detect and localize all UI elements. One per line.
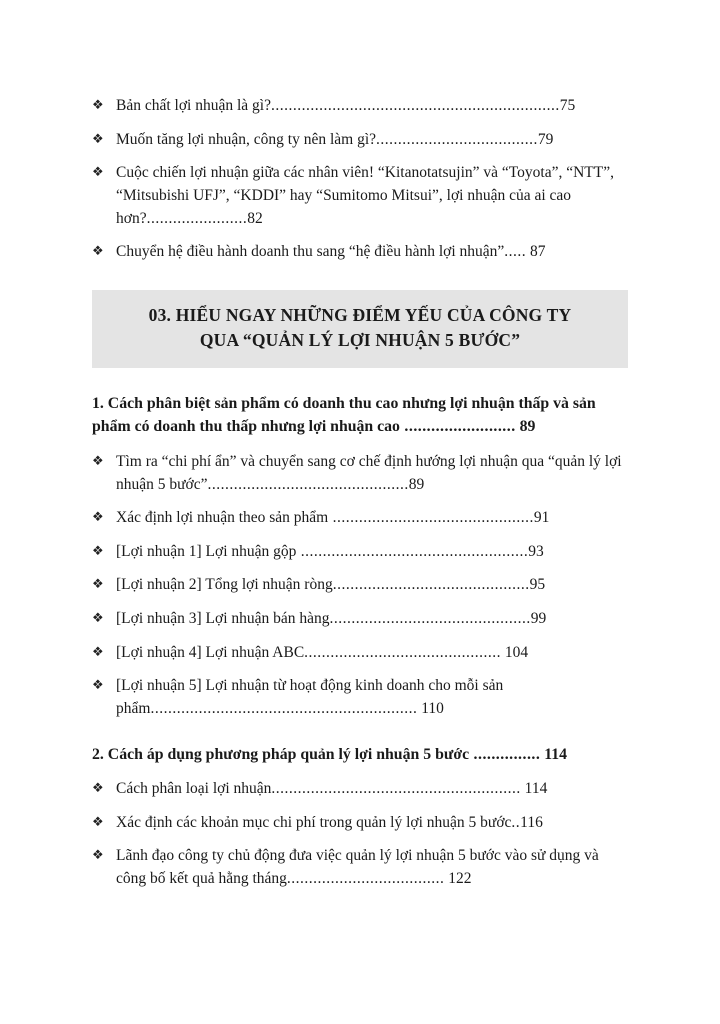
section-heading	[92, 290, 628, 368]
toc-entry-text: [Lợi nhuận 4] Lợi nhuận ABC............................................. 104	[116, 643, 529, 661]
toc-entry-text: Xác định các khoản mục chi phí trong quản lý lợi nhuận 5 bước..116	[116, 813, 543, 831]
diamond-bullet-icon: ❖	[92, 452, 104, 468]
toc-entry	[92, 129, 628, 152]
toc-entry	[92, 642, 628, 665]
leader-dots: .....	[504, 243, 527, 261]
toc-entry-text: [Lợi nhuận 2] Tổng lợi nhuận ròng.............................................95	[116, 576, 546, 594]
toc-entry-text: Chuyển hệ điều hành doanh thu sang “hệ điều hành lợi nhuận”..... 87	[116, 243, 546, 261]
leader-dots: .............................................................	[150, 699, 418, 717]
diamond-bullet-icon: ❖	[92, 164, 104, 180]
section-heading-line1: 03. HIỂU NGAY NHỮNG ĐIỂM YẾU CỦA CÔNG TY	[148, 304, 572, 325]
toc-entry-text: Lãnh đạo công ty chủ động đưa việc quản lý lợi nhuận 5 bước vào sử dụng và công bố kết quả hằng tháng.................................... 122	[116, 847, 599, 888]
page-number: 87	[530, 243, 546, 261]
diamond-bullet-icon: ❖	[92, 576, 104, 592]
toc-subsection-text: 1. Cách phân biệt sản phẩm có doanh thu cao nhưng lợi nhuận thấp và sản phẩm có doanh thu thấp nhưng lợi nhuận cao	[92, 394, 596, 436]
toc-entry	[92, 574, 628, 597]
toc-entry	[92, 675, 628, 720]
diamond-bullet-icon: ❖	[92, 780, 104, 796]
page-number: 114	[544, 745, 568, 763]
page-number: 89	[519, 418, 536, 436]
page-number: 114	[524, 780, 548, 798]
leader-dots: ...............	[469, 745, 541, 763]
toc-entry-text: Cuộc chiến lợi nhuận giữa các nhân viên! “Kitanotatsujin” và “Toyota”, “NTT”, “Mitsubishi UFJ”, “KDDI” hay “Sumitomo Mitsui”, lợi nhuận của ai cao hơn?.......................82	[116, 164, 614, 227]
diamond-bullet-icon: ❖	[92, 813, 104, 829]
leader-dots: .....................................	[376, 130, 538, 148]
toc-subsection-heading	[92, 392, 628, 439]
toc-entry-text: [Lợi nhuận 1] Lợi nhuận gộp ....................................................93	[116, 542, 544, 560]
toc-entry	[92, 95, 628, 118]
page-number: 95	[529, 576, 546, 594]
toc-entry	[92, 162, 628, 230]
toc-entry-text: Xác định lợi nhuận theo sản phẩm ..............................................91	[116, 509, 550, 527]
diamond-bullet-icon: ❖	[92, 509, 104, 525]
page-number: 104	[504, 643, 529, 661]
page-number: 75	[559, 97, 576, 114]
diamond-bullet-icon: ❖	[92, 610, 104, 625]
toc-entry-text: [Lợi nhuận 5] Lợi nhuận từ hoạt động kinh doanh cho mỗi sản phẩm............................................................. 110	[116, 677, 504, 717]
toc-entry	[92, 451, 628, 496]
diamond-bullet-icon: ❖	[92, 643, 104, 659]
toc-entry	[92, 778, 628, 801]
toc-entry-text: Tìm ra “chi phí ẩn” và chuyển sang cơ chế định hướng lợi nhuận qua “quản lý lợi nhuận 5 bước”..............................................89	[116, 452, 622, 493]
page-number: 116	[520, 813, 543, 831]
page-number: 99	[530, 610, 547, 627]
leader-dots: ....................................................	[296, 542, 529, 560]
toc-entry-text: Muốn tăng lợi nhuận, công ty nên làm gì?.....................................79	[116, 130, 554, 148]
leader-dots: ..................................................................	[270, 97, 560, 114]
diamond-bullet-icon: ❖	[92, 847, 104, 863]
leader-dots: ..	[511, 813, 521, 831]
leader-dots: .........................................................	[271, 780, 521, 798]
diamond-bullet-icon: ❖	[92, 130, 104, 146]
page-number: 91	[533, 509, 550, 527]
leader-dots: ....................................	[286, 870, 445, 888]
toc-entry-text: Bản chất lợi nhuận là gì?..................................................................75	[116, 97, 576, 114]
page-number: 82	[247, 209, 263, 227]
leader-dots: .......................	[146, 209, 248, 227]
page-number: 110	[421, 699, 444, 717]
leader-dots: ..............................................	[207, 475, 409, 493]
toc-entry	[92, 608, 628, 631]
toc-entry-text: [Lợi nhuận 3] Lợi nhuận bán hàng..............................................99	[116, 610, 547, 627]
toc-entry	[92, 812, 628, 835]
toc-subsection-text: 2. Cách áp dụng phương pháp quản lý lợi nhuận 5 bước	[92, 745, 470, 763]
leader-dots: ..............................................	[329, 610, 531, 627]
leader-dots: .............................................	[332, 576, 530, 594]
page-number: 93	[528, 542, 544, 560]
diamond-bullet-icon: ❖	[92, 97, 104, 112]
page-number: 122	[448, 870, 472, 888]
toc-entry	[92, 541, 628, 564]
leader-dots: ..............................................	[328, 509, 534, 527]
toc-entry	[92, 241, 628, 264]
toc-entry-text: Cách phân loại lợi nhuận......................................................... 114	[116, 780, 548, 798]
diamond-bullet-icon: ❖	[92, 542, 104, 558]
section-heading-line2: QUA “QUẢN LÝ LỢI NHUẬN 5 BƯỚC”	[199, 330, 521, 351]
leader-dots: .............................................	[304, 643, 502, 661]
page-number: 79	[537, 130, 554, 148]
toc-subsection-heading	[92, 743, 628, 767]
table-of-contents	[92, 95, 628, 891]
leader-dots: .........................	[399, 418, 516, 436]
diamond-bullet-icon: ❖	[92, 677, 104, 693]
diamond-bullet-icon: ❖	[92, 243, 104, 259]
toc-entry	[92, 845, 628, 890]
toc-entry	[92, 507, 628, 530]
page-number: 89	[408, 475, 425, 493]
